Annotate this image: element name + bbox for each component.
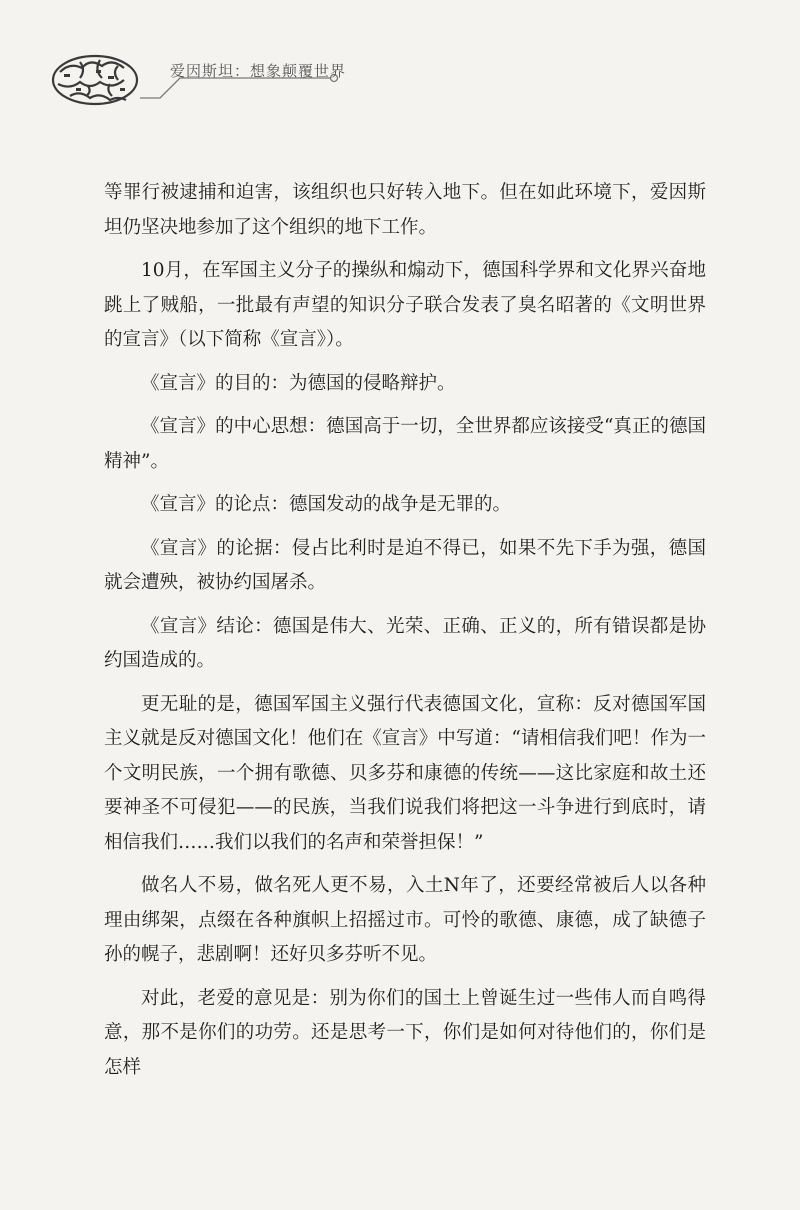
paragraph: 《宣言》的目的：为德国的侵略辩护。: [141, 372, 456, 394]
paragraph: 做名人不易，做名死人更不易，入土N年了，还要经常被后人以各种理由绑架，点缀在各种旗帜上招摇过市。可怜的歌德、康德，成了缺德子孙的幌子，悲剧啊！还好贝多芬听不见。: [104, 875, 706, 965]
body-text: [104, 176, 706, 1094]
paragraph: 等罪行被逮捕和迫害，该组织也只好转入地下。但在如此环境下，爱因斯坦仍坚决地参加了这个组织的地下工作。: [104, 182, 706, 238]
paragraph: 《宣言》的论点：德国发动的战争是无罪的。: [141, 494, 512, 515]
paragraph: 更无耻的是，德国军国主义强行代表德国文化，宣称：反对德国军国主义就是反对德国文化！他们在《宣言》中写道：“请相信我们吧！作为一个文明民族，一个拥有歌德、贝多芬和康德的传统——这比家庭和故土还要神圣不可侵犯——的民族，当我们说我们将把这一斗争进行到底时，请相信我们……我们以我们的名声和荣誉担保！”: [104, 693, 706, 853]
paragraph: 10月，在军国主义分子的操纵和煽动下，德国科学界和文化界兴奋地跳上了贼船，一批最有声望的知识分子联合发表了臭名昭著的《文明世界的宣言》（以下简称《宣言》）。: [104, 260, 706, 350]
brain-icon: [0, 0, 800, 120]
paragraph: 《宣言》的中心思想：德国高于一切，全世界都应该接受“真正的德国精神”。: [104, 416, 706, 472]
page-header: [0, 0, 800, 120]
paragraph: 对此，老爱的意见是：别为你们的国土上曾诞生过一些伟人而自鸣得意，那不是你们的功劳。还是思考一下，你们是如何对待他们的，你们是怎样: [104, 987, 706, 1078]
running-title: 爱因斯坦：想象颠覆世界: [170, 62, 347, 80]
paragraph: 《宣言》结论：德国是伟大、光荣、正确、正义的，所有错误都是协约国造成的。: [104, 615, 706, 671]
paragraph: 《宣言》的论据：侵占比利时是迫不得已，如果不先下手为强，德国就会遭殃，被协约国屠杀。: [104, 537, 706, 593]
